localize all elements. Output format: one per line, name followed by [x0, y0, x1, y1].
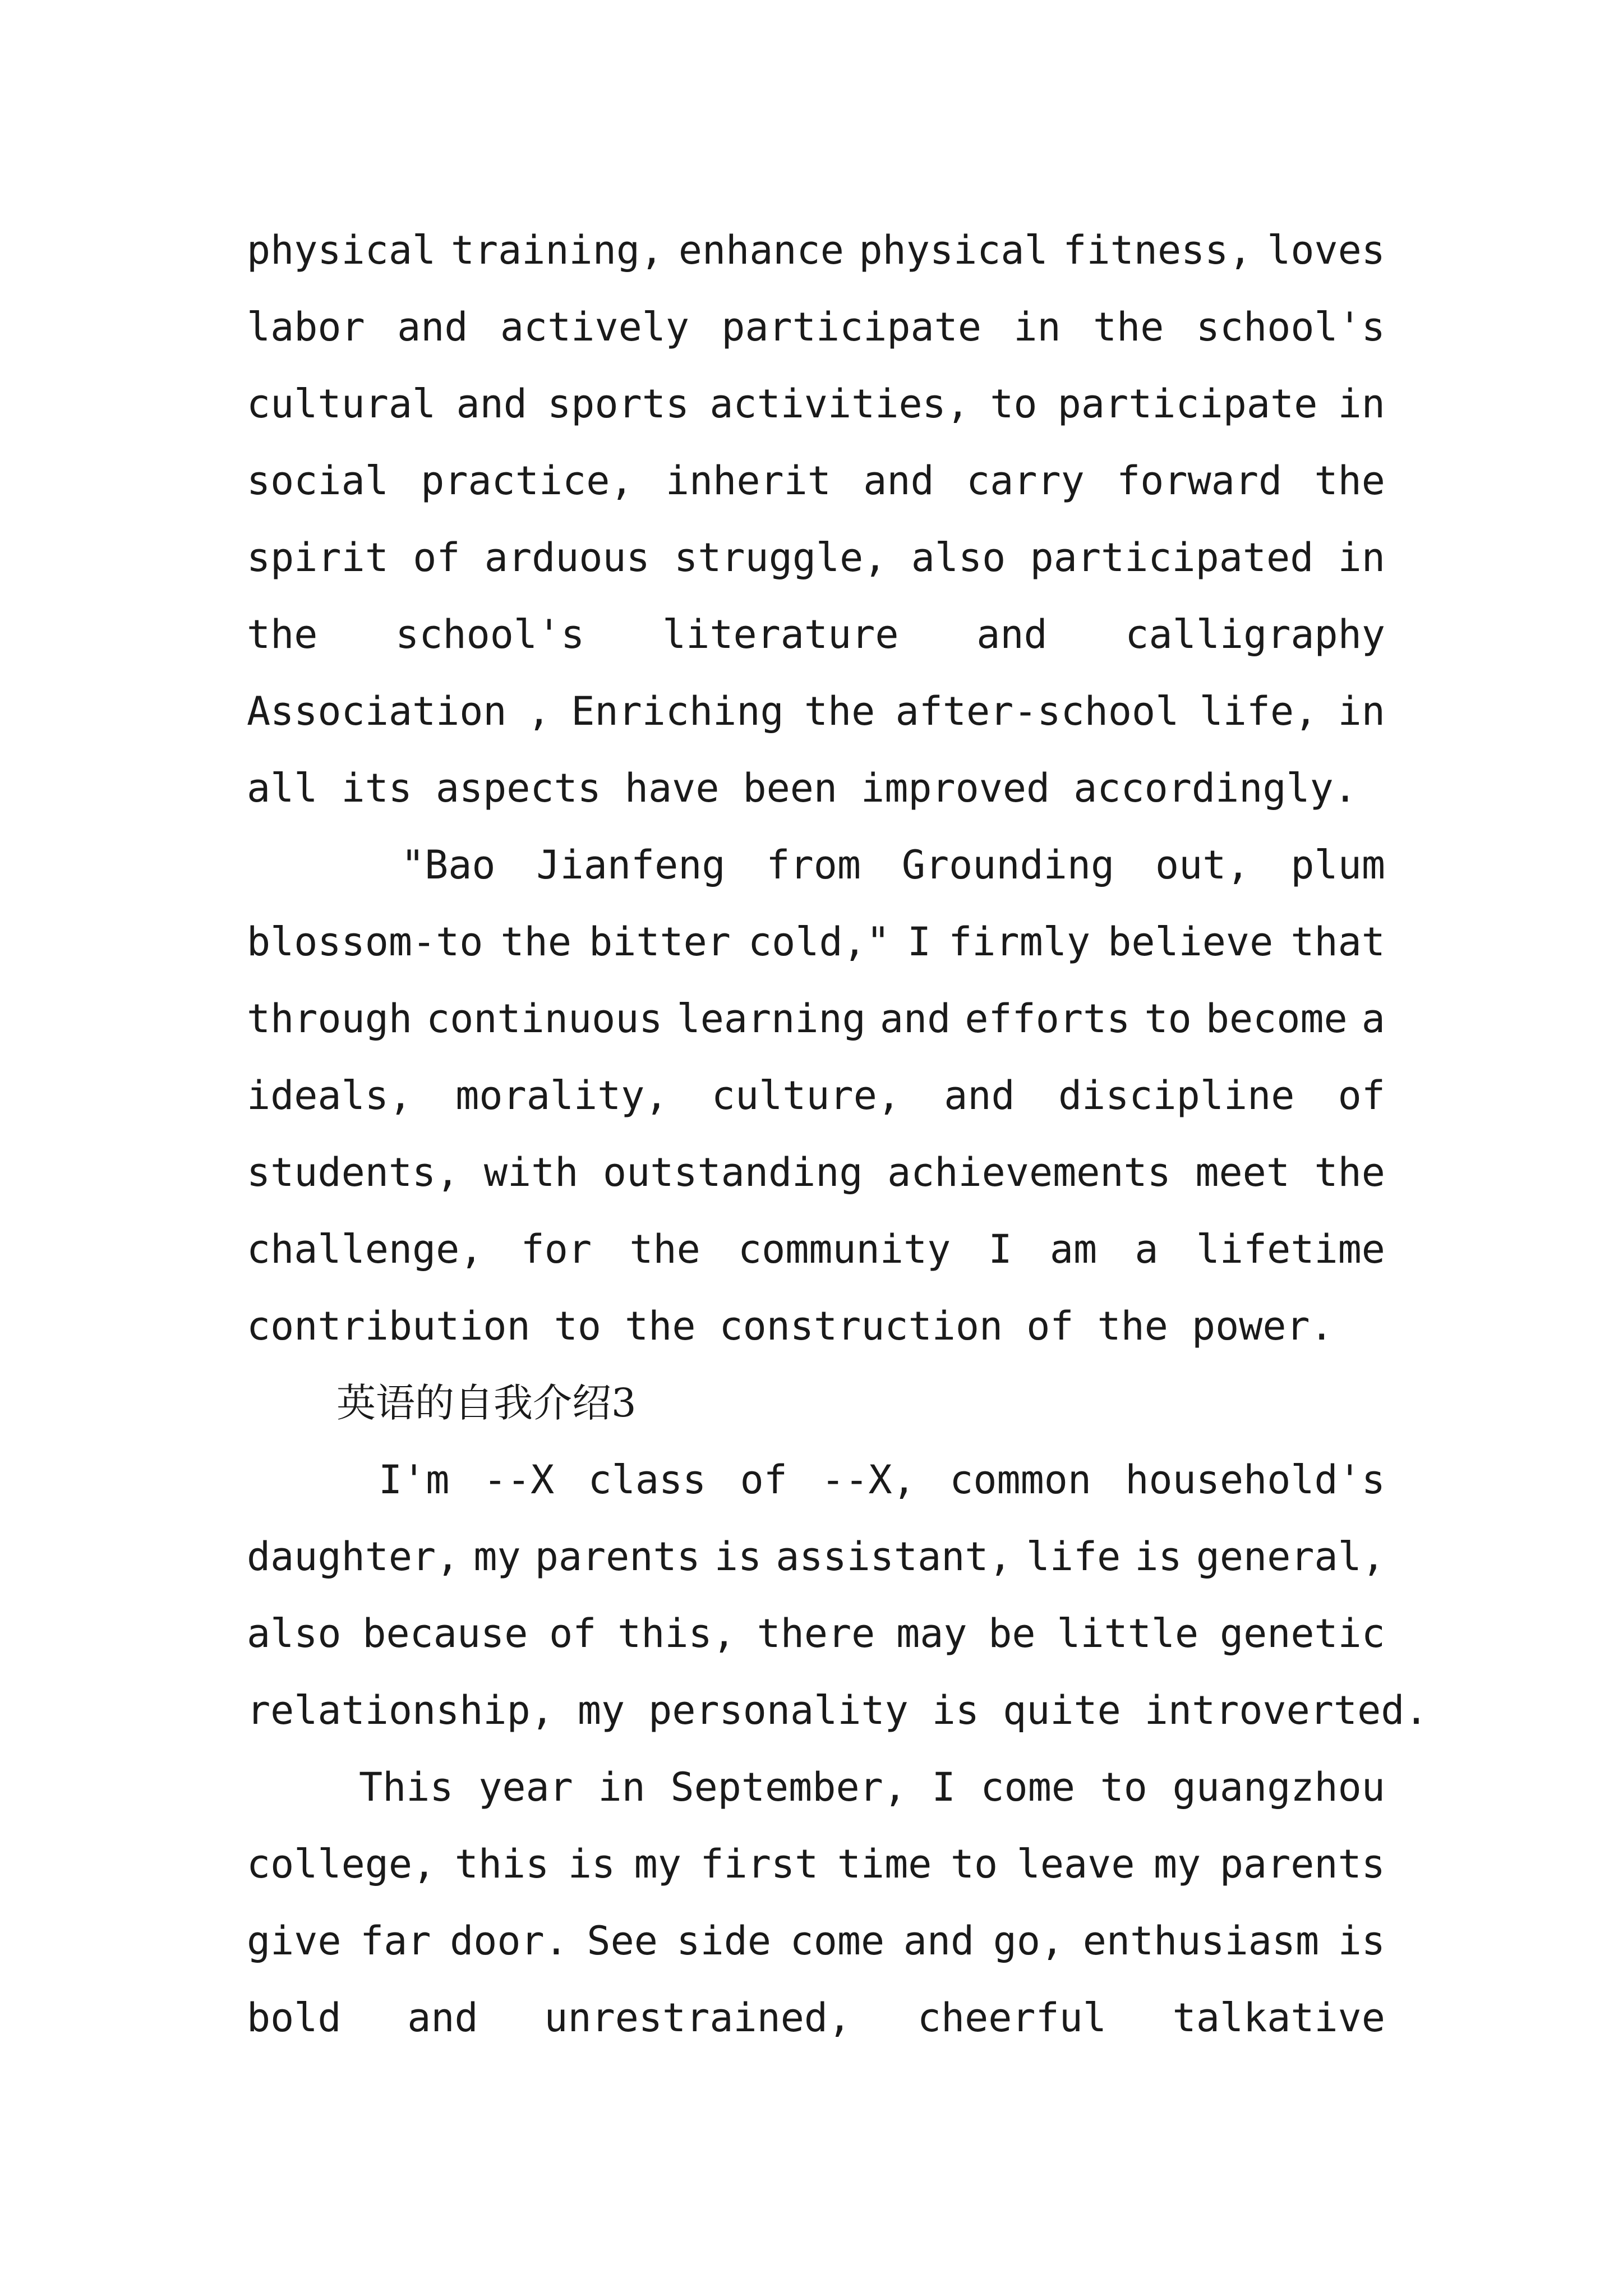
word: the — [1314, 1149, 1385, 1195]
word: also — [247, 1611, 342, 1657]
word: bold — [247, 1995, 342, 2041]
word: daughter, — [247, 1534, 460, 1580]
word: September, — [670, 1764, 907, 1810]
word: time — [837, 1841, 932, 1887]
word: discipline — [1058, 1073, 1295, 1119]
word: and — [397, 304, 468, 350]
word: the — [1097, 1303, 1168, 1349]
word: activities, — [709, 381, 970, 427]
word: this, — [617, 1611, 736, 1657]
word: Enriching — [571, 688, 784, 734]
word: of — [1338, 1073, 1385, 1119]
word: physical — [859, 227, 1048, 273]
word: physical — [247, 227, 436, 273]
word: I — [907, 919, 932, 965]
word: quite — [1003, 1687, 1121, 1733]
word: spirit — [247, 535, 389, 581]
word: parents — [1219, 1841, 1385, 1887]
word: achievements — [887, 1149, 1171, 1195]
word: struggle, — [674, 535, 887, 581]
word: and — [456, 381, 527, 427]
word: and — [903, 1918, 975, 1964]
word: my — [577, 1687, 625, 1733]
word: is — [1135, 1534, 1182, 1580]
word: training, — [450, 227, 664, 273]
word: of — [549, 1611, 597, 1657]
word: carry — [966, 458, 1085, 504]
word: accordingly. — [1073, 765, 1357, 811]
word: Jianfeng — [536, 842, 726, 888]
word: school's — [395, 611, 585, 657]
word: for — [520, 1226, 592, 1272]
word: participate — [721, 304, 981, 350]
word: is — [568, 1841, 616, 1887]
word: blossom-to — [247, 919, 483, 965]
word: loves — [1267, 227, 1385, 273]
word: in — [598, 1764, 645, 1810]
word: its — [341, 765, 412, 811]
word: in — [1338, 688, 1385, 734]
text-line — [247, 1211, 1385, 1288]
word: learning — [676, 996, 866, 1042]
word: from — [766, 842, 861, 888]
word: aspects — [435, 765, 601, 811]
word: a — [1135, 1226, 1159, 1272]
text-line — [247, 1595, 1385, 1672]
word: go, — [993, 1918, 1064, 1964]
word: out, — [1155, 842, 1250, 888]
word: --X — [483, 1457, 555, 1503]
word: side — [676, 1918, 771, 1964]
word: to — [554, 1303, 602, 1349]
word: forward — [1117, 458, 1283, 504]
word: be — [988, 1611, 1036, 1657]
text-line — [247, 1672, 1428, 1749]
word: community — [737, 1226, 951, 1272]
paragraph — [247, 1749, 1385, 2056]
text-line — [247, 827, 1385, 904]
word: become — [1205, 996, 1348, 1042]
word: social — [247, 458, 389, 504]
word: students, — [247, 1149, 460, 1195]
word: construction — [719, 1303, 1003, 1349]
text-line — [247, 1826, 1385, 1903]
paragraph — [247, 1442, 1428, 1749]
word: is — [1338, 1918, 1385, 1964]
word: in — [1338, 535, 1385, 581]
word: participated — [1030, 535, 1314, 581]
text-line — [247, 1903, 1385, 1980]
word: cultural — [247, 381, 436, 427]
word: actively — [500, 304, 690, 350]
text-line — [247, 212, 1385, 289]
word: and — [944, 1073, 1015, 1119]
text-line — [247, 750, 1385, 827]
text-line — [247, 1519, 1385, 1595]
word: the — [1314, 458, 1385, 504]
text-line — [247, 1442, 1385, 1519]
word: participate — [1057, 381, 1318, 427]
word: because — [362, 1611, 528, 1657]
word: See — [587, 1918, 658, 1964]
word: household's — [1125, 1457, 1385, 1503]
word: talkative — [1172, 1995, 1385, 2041]
word: college, — [247, 1841, 436, 1887]
word: I — [932, 1764, 956, 1810]
text-line — [247, 289, 1385, 366]
word: there — [757, 1611, 875, 1657]
paragraph — [247, 212, 1385, 827]
word: a — [1361, 996, 1385, 1042]
word: firmly — [948, 919, 1091, 965]
word: and — [879, 996, 951, 1042]
word: parents — [534, 1534, 700, 1580]
word: , — [527, 688, 551, 734]
word: all — [247, 765, 318, 811]
word: I'm — [379, 1457, 450, 1503]
word: and — [863, 458, 934, 504]
word: in — [1013, 304, 1061, 350]
word: first — [700, 1841, 819, 1887]
word: life, — [1199, 688, 1318, 734]
word: general, — [1196, 1534, 1385, 1580]
word: this — [454, 1841, 550, 1887]
word: enhance — [678, 227, 844, 273]
word: common — [949, 1457, 1092, 1503]
word: meet — [1195, 1149, 1290, 1195]
word: assistant, — [776, 1534, 1012, 1580]
word: door. — [450, 1918, 568, 1964]
word: Grounding — [901, 842, 1115, 888]
word: ideals, — [247, 1073, 413, 1119]
heading-line — [247, 1365, 1385, 1442]
word: lifetime — [1196, 1226, 1385, 1272]
word: believe — [1108, 919, 1274, 965]
text-line — [247, 1057, 1385, 1134]
word: in — [1338, 381, 1385, 427]
word: of — [740, 1457, 787, 1503]
text-line — [247, 981, 1385, 1057]
word: to — [950, 1841, 998, 1887]
word: personality — [648, 1687, 909, 1733]
word: to — [1100, 1764, 1147, 1810]
section-heading — [247, 1365, 1385, 1442]
word: my — [634, 1841, 681, 1887]
word: practice, — [421, 458, 634, 504]
word: come — [790, 1918, 885, 1964]
word: continuous — [426, 996, 663, 1042]
word: --X, — [821, 1457, 916, 1503]
word: through — [247, 996, 413, 1042]
word: with — [483, 1149, 579, 1195]
word: cold," — [748, 919, 890, 965]
word: little — [1057, 1611, 1199, 1657]
word: guangzhou — [1172, 1764, 1385, 1810]
word: literature — [662, 611, 899, 657]
word: the — [500, 919, 571, 965]
text-line — [247, 904, 1385, 981]
word: I — [988, 1226, 1012, 1272]
word: cheerful — [917, 1995, 1107, 2041]
word: morality, — [455, 1073, 668, 1119]
word: to — [990, 381, 1038, 427]
word: power. — [1191, 1303, 1334, 1349]
word: year — [478, 1764, 573, 1810]
word: my — [473, 1534, 521, 1580]
word: contribution — [247, 1303, 531, 1349]
word: the — [625, 1303, 696, 1349]
word: fitness, — [1063, 227, 1252, 273]
word: is — [714, 1534, 762, 1580]
word: arduous — [484, 535, 650, 581]
word: that — [1290, 919, 1385, 965]
word: This — [359, 1764, 454, 1810]
word: have — [624, 765, 720, 811]
word: Association — [247, 688, 507, 734]
word: school's — [1196, 304, 1385, 350]
word: labor — [247, 304, 365, 350]
word: am — [1049, 1226, 1098, 1272]
word: the — [629, 1226, 700, 1272]
word: also — [911, 535, 1006, 581]
text-line — [247, 1980, 1385, 2056]
word: sports — [547, 381, 690, 427]
document-body — [247, 212, 1428, 2056]
text-line — [247, 519, 1385, 596]
word: been — [743, 765, 838, 811]
word: and — [976, 611, 1048, 657]
word: the — [247, 611, 318, 657]
word: of — [1026, 1303, 1074, 1349]
text-line — [247, 1134, 1385, 1211]
word: bitter — [589, 919, 731, 965]
word: challenge, — [247, 1226, 483, 1272]
word: the — [804, 688, 875, 734]
word: after-school — [895, 688, 1179, 734]
word: outstanding — [602, 1149, 863, 1195]
word: 英语的自我介绍3 — [336, 1380, 637, 1426]
word: to — [1144, 996, 1192, 1042]
word: introverted. — [1144, 1687, 1428, 1733]
word: give — [247, 1918, 342, 1964]
word: inherit — [665, 458, 831, 504]
text-line — [247, 1749, 1385, 1826]
text-line — [247, 673, 1385, 750]
word: is — [932, 1687, 980, 1733]
word: come — [980, 1764, 1075, 1810]
word: efforts — [965, 996, 1131, 1042]
word: the — [1093, 304, 1164, 350]
word: leave — [1016, 1841, 1135, 1887]
word: calligraphy — [1125, 611, 1385, 657]
word: enthusiasm — [1082, 1918, 1320, 1964]
text-line — [247, 443, 1385, 519]
word: improved — [861, 765, 1050, 811]
word: unrestrained, — [544, 1995, 852, 2041]
text-line — [247, 366, 1385, 443]
word: and — [407, 1995, 478, 2041]
text-line — [247, 1288, 1385, 1365]
word: culture, — [711, 1073, 901, 1119]
word: genetic — [1219, 1611, 1385, 1657]
word: life — [1026, 1534, 1121, 1580]
word: class — [588, 1457, 707, 1503]
word: plum — [1290, 842, 1385, 888]
word: relationship, — [247, 1687, 554, 1733]
word: far — [360, 1918, 431, 1964]
text-line — [247, 596, 1385, 673]
word: my — [1154, 1841, 1201, 1887]
word: may — [896, 1611, 967, 1657]
paragraph — [247, 827, 1385, 1365]
word: of — [413, 535, 460, 581]
word: "Bao — [401, 842, 496, 888]
